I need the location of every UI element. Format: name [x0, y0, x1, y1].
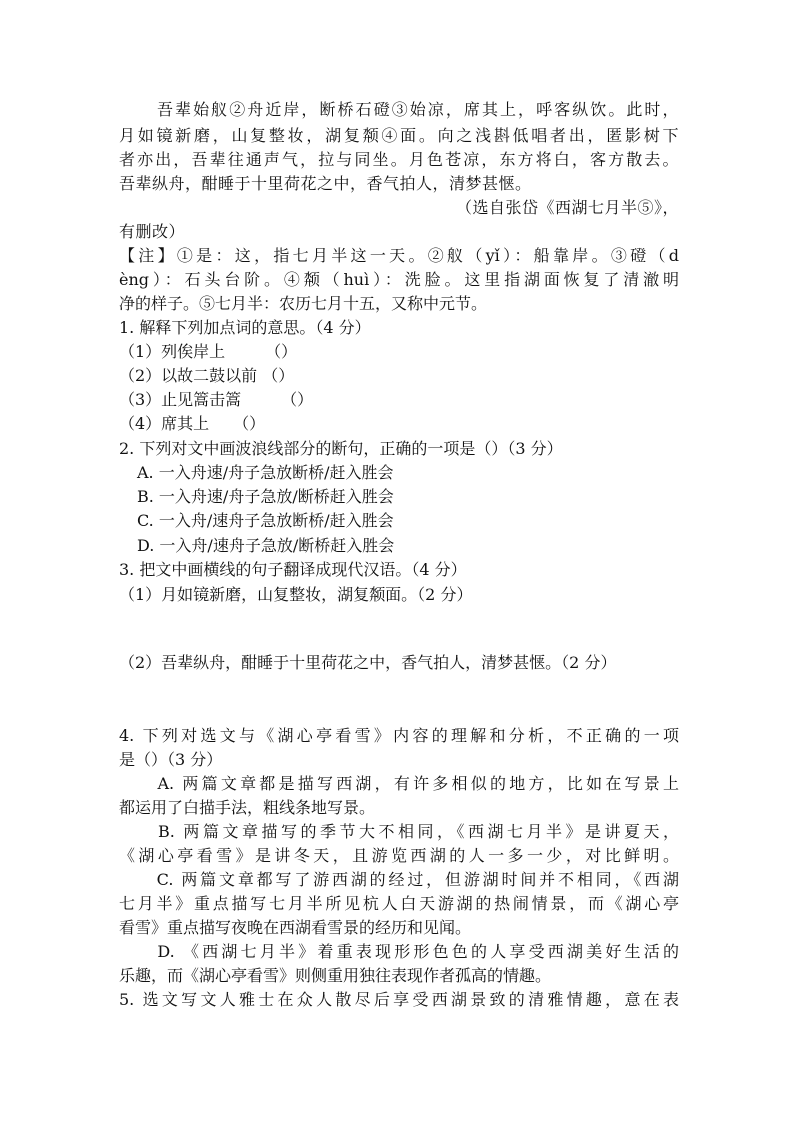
q5-stem-line-1: 5. 选文写文人雅士在众人散尽后享受西湖景致的清雅情趣，意在表	[119, 990, 679, 1009]
q2-option-d: D. 一入舟/速舟子急放/断桥赶入胜会	[137, 536, 395, 555]
passage-line-1: 吾辈始舣②舟近岸，断桥石磴③始凉，席其上，呼客纵饮。此时，	[157, 100, 679, 119]
q1-item-2: （2）以故二鼓以前 （）	[119, 366, 295, 385]
q4-option-c-line-2: 七月半》重点描写七月半所见杭人白天游湖的热闹情景，而《湖心亭	[119, 894, 679, 913]
q4-option-b-line-2: 《湖心亭看雪》是讲冬天，且游览西湖的人一多一少，对比鲜明。	[119, 846, 679, 865]
q1-item-3: （3）止见篙击篙 （）	[119, 390, 314, 409]
q2-option-b: B. 一入舟速/舟子急放/断桥赶入胜会	[137, 487, 394, 506]
q4-stem-line-2: 是（）（3 分）	[119, 750, 223, 769]
q4-option-d-line-2: 乐趣，而《湖心亭看雪》则侧重用独往表现作者孤高的情趣。	[119, 966, 552, 985]
q4-option-a-line-2: 都运用了白描手法，粗线条地写景。	[119, 798, 376, 817]
note-line-2: èng）：石头台阶。④颒（huì）：洗脸。这里指湖面恢复了清澈明	[119, 270, 679, 289]
q4-option-b-line-1: B. 两篇文章描写的季节大不相同，《西湖七月半》是讲夏天，	[119, 822, 679, 841]
q4-stem-line-1: 4. 下列对选文与《湖心亭看雪》内容的理解和分析，不正确的一项	[119, 726, 679, 745]
q3-stem: 3. 把文中画横线的句子翻译成现代汉语。（4 分）	[119, 560, 467, 579]
q4-option-c-line-1: C. 两篇文章都写了游西湖的经过，但游湖时间并不相同，《西湖	[119, 870, 679, 889]
q4-option-c-line-3: 看雪》重点描写夜晚在西湖看雪景的经历和见闻。	[119, 918, 472, 937]
passage-source-tail: 有删改）	[119, 222, 186, 241]
passage-line-3: 者亦出，吾辈往通声气，拉与同坐。月色苍凉，东方将白，客方散去。	[119, 150, 679, 169]
q1-item-4: （4）席其上 （）	[119, 414, 266, 433]
passage-line-4: 吾辈纵舟，酣睡于十里荷花之中，香气拍人，清梦甚惬。	[119, 174, 532, 193]
q1-item-1: （1）列俟岸上 （）	[119, 342, 298, 361]
passage-line-2: 月如镜新磨，山复整妆，湖复颒④面。向之浅斟低唱者出，匿影树下	[119, 126, 679, 145]
q3-item-1: （1）月如镜新磨，山复整妆，湖复颒面。（2 分）	[119, 585, 473, 604]
q1-stem: 1. 解释下列加点词的意思。（4 分）	[119, 318, 371, 337]
q4-option-d-line-1: D. 《西湖七月半》着重表现形形色色的人享受西湖美好生活的	[119, 942, 679, 961]
q2-option-c: C. 一入舟/速舟子急放断桥/赶入胜会	[137, 511, 394, 530]
passage-source: （选自张岱《西湖七月半⑤》，	[455, 198, 679, 217]
note-line-3: 净的样子。⑤七月半：农历七月十五，又称中元节。	[119, 294, 488, 313]
q4-option-a-line-1: A. 两篇文章都是描写西湖，有许多相似的地方，比如在写景上	[119, 774, 679, 793]
q2-stem: 2. 下列对文中画波浪线部分的断句，正确的一项是（）（3 分）	[119, 439, 563, 458]
q2-option-a: A. 一入舟速/舟子急放断桥/赶入胜会	[137, 463, 394, 482]
q3-item-2: （2）吾辈纵舟，酣睡于十里荷花之中，香气拍人，清梦甚惬。（2 分）	[119, 653, 617, 672]
note-line-1: 【注】①是：这，指七月半这一天。②舣（yǐ）：船靠岸。③磴（d	[119, 246, 679, 265]
